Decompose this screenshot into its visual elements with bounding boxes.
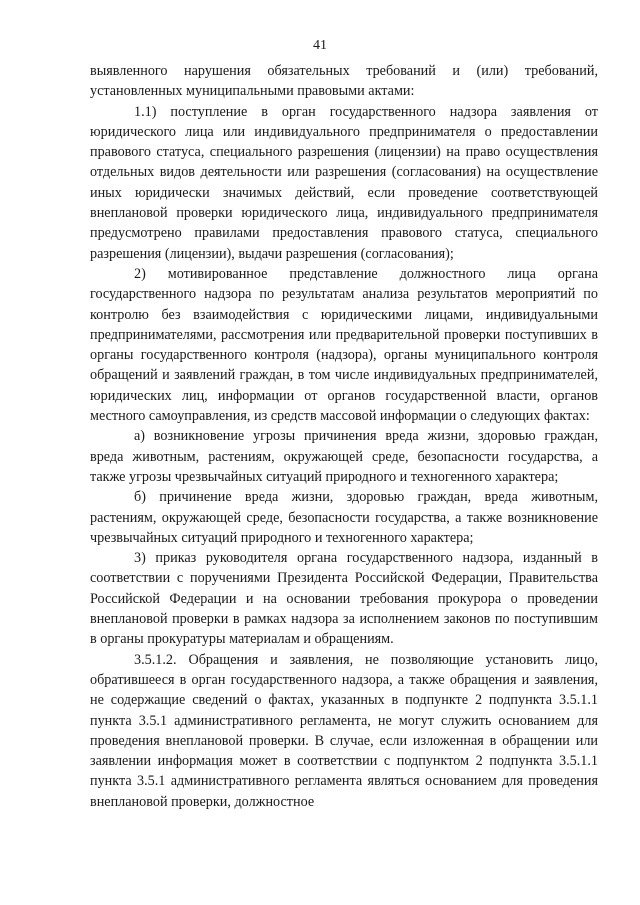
paragraph-item-3: 3) приказ руководителя органа государственного надзора, изданный в соответствии с поручениями Президента Российской Федерации, Правительства Российской Федерации и на основании требования прокурора о проведении внеплановой проверки в рамках надзора за исполнением законов по поступившим в органы прокуратуры материалам и обращениям. <box>90 550 598 648</box>
paragraph-item-1-1: 1.1) поступление в орган государственного надзора заявления от юридического лица или индивидуального предпринимателя о предоставлении правового статуса, специального разрешения (лицензии) на право осуществления отдельных видов деятельности или разрешения (согласования) на осуществление иных юридически значимых действий, если проведение соответствующей внеплановой проверки юридического лица, индивидуального предпринимателя предусмотрено правилами предоставления правового статуса, специального разрешения (лицензии), выдачи разрешения (согласования); <box>90 103 598 262</box>
document-body <box>90 61 598 812</box>
page-number: 41 <box>313 38 327 53</box>
paragraph-3-5-1-2: 3.5.1.2. Обращения и заявления, не позволяющие установить лицо, обратившееся в орган государственного надзора, а также обращения и заявления, не содержащие сведений о фактах, указанных в подпункте 2 подпункта 3.5.1.1 пункта 3.5.1 административного регламента, не могут служить основанием для проведения внеплановой проверки. В случае, если изложенная в обращении или заявлении информация может в соответствии с подпунктом 2 подпункта 3.5.1.1 пункта 3.5.1 административного регламента являться основанием для проведения внеплановой проверки, должностное <box>90 651 598 810</box>
paragraph-item-a: а) возникновение угрозы причинения вреда жизни, здоровью граждан, вреда животным, растениям, окружающей среде, безопасности государства, а также угрозы чрезвычайных ситуаций природного и техногенного характера; <box>90 428 598 485</box>
paragraph-item-2: 2) мотивированное представление должностного лица органа государственного надзора по результатам анализа результатов мероприятий по контролю без взаимодействия с юридическими лицами, индивидуальными предпринимателями, рассмотрения или предварительной проверки поступивших в органы государственного контроля (надзора), органы муниципального контроля обращений и заявлений граждан, в том числе индивидуальных предпринимателей, юридических лиц, информации от органов государственной власти, органов местного самоуправления, из средств массовой информации о следующих фактах: <box>90 265 598 425</box>
paragraph-item-b: б) причинение вреда жизни, здоровью граждан, вреда животным, растениям, окружающей среде, безопасности государства, а также возникновение чрезвычайных ситуаций природного и техногенного характера; <box>90 489 598 546</box>
paragraph-continuation: выявленного нарушения обязательных требований и (или) требований, установленных муниципальными правовыми актами: <box>90 63 598 100</box>
